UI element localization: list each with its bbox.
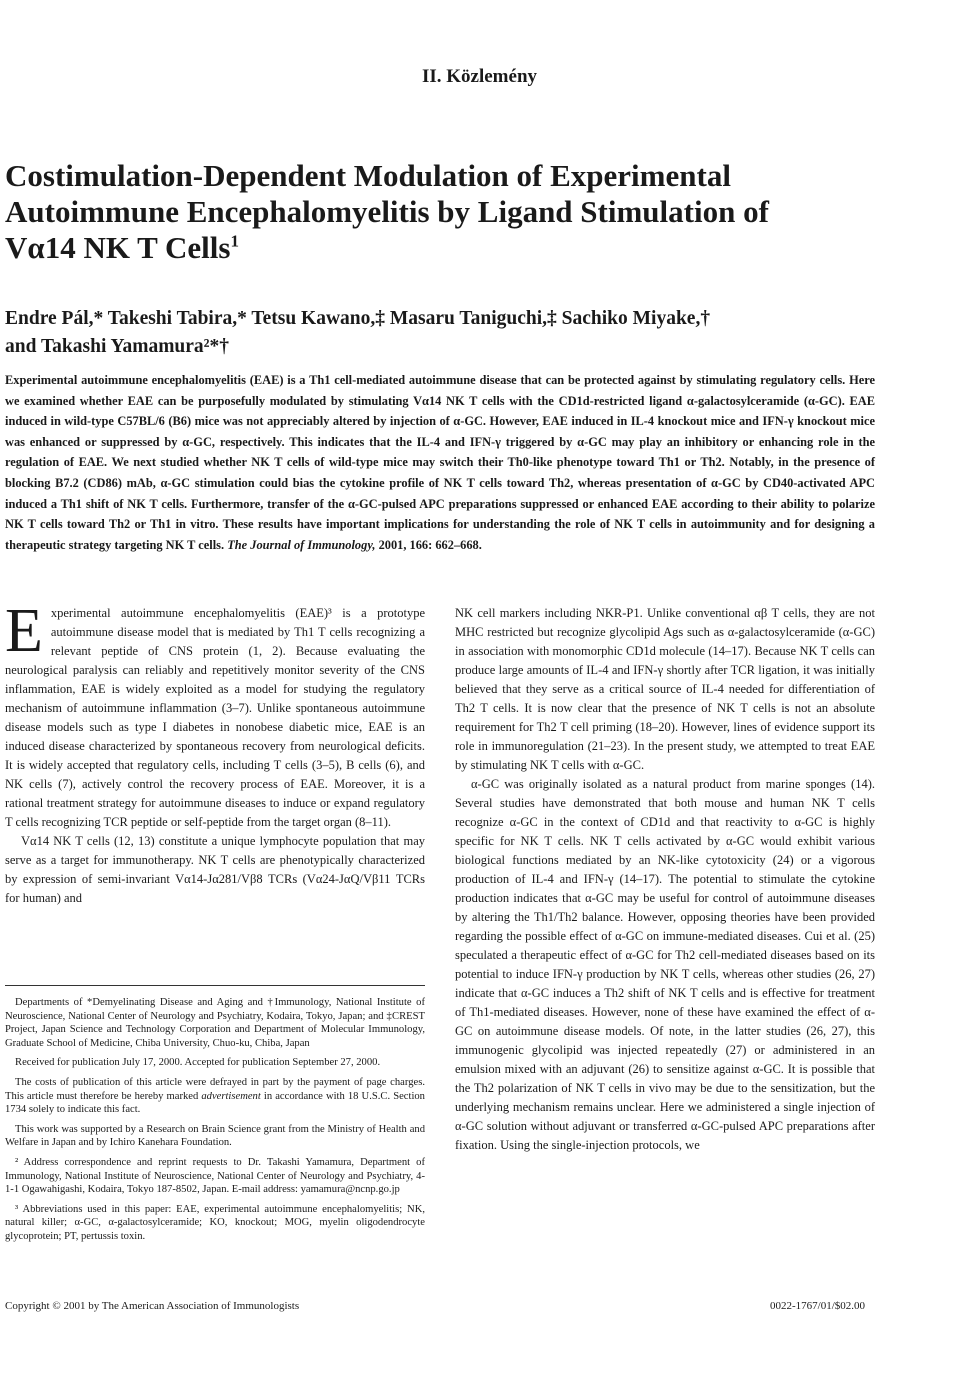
footnote-costs-rest: in accordance with 18 U.S.C. Section 1734 solely to indicate this fact. [5,1090,425,1116]
footnote-costs [5,1076,425,1117]
footnote-divider [5,985,425,986]
authors-line-2: and Takashi Yamamura²*† [5,336,230,357]
title-line-3: Vα14 NK T Cells [5,230,231,265]
intro-paragraph-1 [5,597,425,832]
issn-footer: 0022-1767/01/$02.00 [770,1300,866,1312]
author-list [5,305,905,361]
abstract-citation-journal: The Journal of Immunology, [227,537,376,552]
series-header: II. Közlemény [421,66,538,87]
intro-paragraph-3: NK cell markers including NKR-P1. Unlike conventional αβ T cells, they are not MHC restricted but recognize glycolipid Ags such as α-galactosylceramide (α-GC) in association with monomorphic CD1d molecule (14–17). Because NK T cells can produce large amounts of IL-4 and IFN-γ shortly after TCR ligation, it was initially believed that they serve as a critical source of IL-4 needed for differentiation of Th2 T cells. It is now clear that the presence of NK T cells is not an absolute requirement for Th2 T cell priming (18–20). However, lines of evidence support its role in immunoregulation (21–23). In the present study, we attempted to treat EAE by stimulating NK T cells with α-GC. [455,606,875,772]
authors-line-1: Endre Pál,* Takeshi Tabira,* Tetsu Kawano,‡ Masaru Taniguchi,‡ Sachiko Miyake,† [5,308,711,329]
title-footnote-marker: 1 [230,231,239,251]
abstract-text: Experimental autoimmune encephalomyelitis (EAE) is a Th1 cell-mediated autoimmune disease that can be protected against by stimulating regulatory cells. Here we examined whether EAE can be purposefully modulated by stimulating Vα14 NK T cells with the CD1d-restricted ligand α-galactosylceramide (α-GC). EAE induced in wild-type C57BL/6 (B6) mice was not appreciably altered by injection of α-GC. However, EAE induced in IL-4 knockout mice and IFN-γ knockout mice was enhanced or suppressed by α-GC, respectively. This indicates that the IL-4 and IFN-γ triggered by α-GC may play an inhibitory or enhancing role in the regulation of EAE. We next studied whether NK T cells of wild-type mice may switch their Th0-like phenotype toward Th1 or Th2. Notably, in the presence of blocking B7.2 (CD86) mAb, α-GC stimulation could bias the cytokine profile of NK T cells toward Th2, whereas presentation of α-GC by CD40-activated APC induced a Th1 shift of NK T cells. Furthermore, transfer of the α-GC-pulsed APC preparations suppressed or enhanced EAE according to their ability to polarize NK T cells toward Th2 or Th1 in vitro. These results have important implications for understanding the role of NK T cells in autoimmunity and for designing a therapeutic strategy targeting NK T cells. [5,373,875,552]
intro-paragraph-1-text: xperimental autoimmune encephalomyelitis (EAE)³ is a prototype autoimmune disease model that is mediated by Th1 T cells recognizing a relevant peptide of CNS protein (1, 2). Because evaluating the neurological paralysis can reliably and repetitively monitor severity of the CNS inflammation, EAE is widely exploited as a model for studying the regulatory mechanism of autoimmune inflammation (3–7). Unlike spontaneous autoimmune disease models such as type I diabetes in nonobese diabetic mice, EAE is an induced disease characterized by spontaneous recovery from neurological deficits. It is widely accepted that regulatory cells, including T cells (3–5), B cells (6), and NK cells (7), actively control the recovery process of EAE. Moreover, it is a rational treatment strategy for autoimmune diseases to induce or expand regulatory T cells recognizing TCR peptide or self-peptide from the target organ (8–11). [5,606,425,829]
copyright-footer: Copyright © 2001 by The American Association of Immunologists [5,1300,300,1312]
abstract [5,370,875,555]
footnote-received: Received for publication July 17, 2000. Accepted for publication September 27, 2000. [15,1057,381,1069]
article-title [5,158,905,266]
abstract-citation-details: 2001, 166: 662–668. [375,537,482,552]
footnote-affiliations: Departments of *Demyelinating Disease and Aging and †Immunology, National Institute of Neuroscience, National Center of Neurology and Psychiatry, Kodaira, Tokyo, Japan; and ‡CREST Project, Japan Science and Technology Corporation and Department of Molecular Immunology, Graduate School of Medicine, Chiba University, Chuo-ku, Chiba, Japan [5,997,425,1049]
title-line-1: Costimulation-Dependent Modulation of Experimental [5,158,731,193]
footnote-correspondence: ² Address correspondence and reprint requests to Dr. Takashi Yamamura, Department of Immunology, National Institute of Neuroscience, National Center of Neurology and Psychiatry, 4-1-1 Ogawahigashi, Kodaira, Tokyo 187-8502, Japan. E-mail address: yamamura@ncnp.go.jp [5,1156,425,1196]
intro-paragraph-2: Vα14 NK T cells (12, 13) constitute a unique lymphocyte population that may serve as a target for immunotherapy. NK T cells are phenotypically characterized by expression of semi-invariant Vα14-Jα281/Vβ8 TCRs (Vα24-JαQ/Vβ11 TCRs for human) and [5,834,425,905]
intro-paragraph-4: α-GC was originally isolated as a natural product from marine sponges (14). Several studies have demonstrated that both mouse and human NK T cells recognize α-GC in the context of CD1d and that reactivity to α-GC is highly specific for NK T cells. NK T cells activated by α-GC would exhibit various biological functions mediated by an NK-like cytotoxicity (24) or a vigorous production of IL-4 and IFN-γ (14–17). The potential to stimulate the cytokine production indicates that α-GC may be useful for control of autoimmune diseases by altering the Th1/Th2 balance. However, opposing theories have been provided regarding the possible effect of α-GC on immune-mediated diseases. Cui et al. (25) speculated a therapeutic effect of α-GC for Th2 cell-mediated diseases based on its potential to induce IFN-γ production by NK T cells, whereas other studies (26, 27) indicate that α-GC induces a Th2 shift of NK T cells and is effective for treatment of Th1-mediated diseases. However, none of these have examined the effect of α-GC on autoimmune disease models. Of note, in the latter studies (26, 27), this immunogenic glycolipid was injected repeatedly (27) or administered in an emulsion mixed with an adjuvant (26) to sensitize against α-GC. It is possible that the Th2 polarization of NK T cells in vivo may be due to the sensitization, but the underlying mechanism remains unclear. Here we administered a single injection of α-GC solution without adjuvant or transferred α-GC-pulsed APC preparations after fixation. Using the single-injection protocols, we [455,777,875,1152]
footnote-funding: This work was supported by a Research on Brain Science grant from the Ministry of Health and Welfare in Japan and by Ichiro Kanehara Foundation. [5,1123,425,1149]
footnote-abbreviations: ³ Abbreviations used in this paper: EAE, experimental autoimmune encephalomyelitis; NK, natural killer; α-GC, α-galactosylceramide; KO, knockout; MOG, myelin oligodendrocyte glycoprotein; PT, pertussis toxin. [5,1203,425,1242]
footnote-advertisement-word: advertisement [201,1090,261,1102]
drop-cap: E [5,597,43,665]
footnote-costs-text: The costs of publication of this article were defrayed in part by the payment of page charges. This article must therefore be hereby marked [5,1076,425,1102]
footnotes [5,996,425,1250]
body-column-right [455,604,875,1155]
title-line-2: Autoimmune Encephalomyelitis by Ligand Stimulation of [5,194,769,229]
body-column-left [5,597,425,908]
